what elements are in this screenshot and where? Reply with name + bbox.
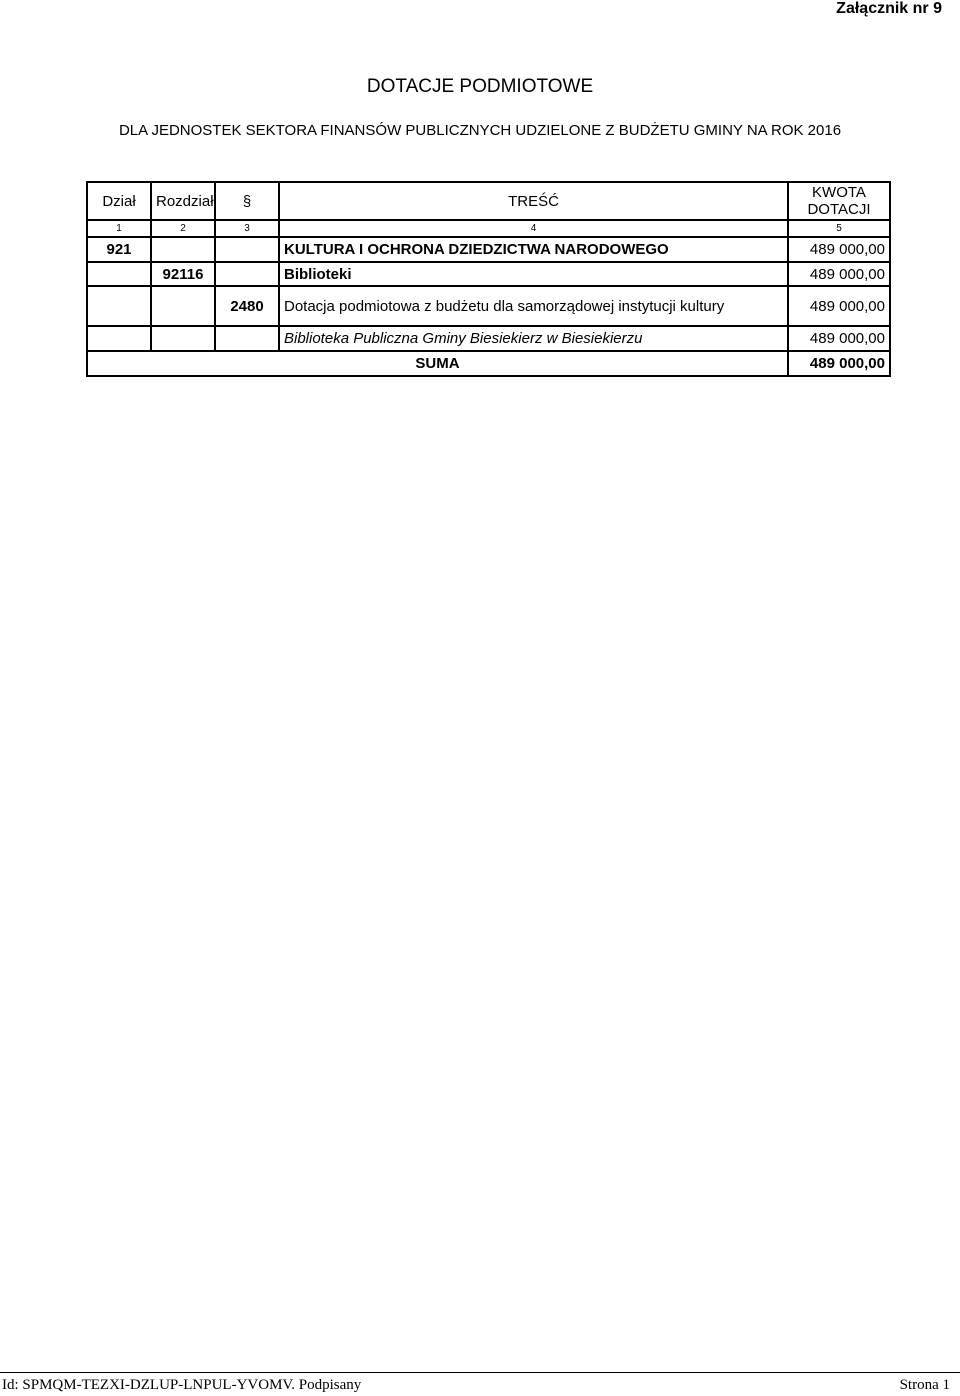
column-number: 2	[151, 220, 215, 237]
empty-cell	[151, 326, 215, 351]
header-tresc: TREŚĆ	[279, 182, 788, 220]
empty-cell	[87, 326, 151, 351]
header-paragraf: §	[215, 182, 279, 220]
footer-page-number: Strona 1	[899, 1377, 950, 1393]
table-row	[87, 262, 890, 286]
paragraf-cell: 2480	[215, 286, 279, 326]
annex-label: Załącznik nr 9	[836, 0, 942, 17]
sum-label: SUMA	[87, 351, 788, 376]
empty-cell	[215, 237, 279, 262]
tresc-cell: Biblioteka Publiczna Gminy Biesiekierz w Biesiekierzu	[279, 326, 788, 351]
kwota-cell: 489 000,00	[788, 286, 890, 326]
kwota-cell: 489 000,00	[788, 326, 890, 351]
column-number-row	[87, 220, 890, 237]
empty-cell	[151, 286, 215, 326]
subsidy-table	[86, 181, 891, 377]
rozdzial-cell: 92116	[151, 262, 215, 286]
tresc-cell: KULTURA I OCHRONA DZIEDZICTWA NARODOWEGO	[279, 237, 788, 262]
footer-document-id: Id: SPMQM-TEZXI-DZLUP-LNPUL-YVOMV. Podpisany	[2, 1377, 362, 1393]
table-row	[87, 326, 890, 351]
document-title: DOTACJE PODMIOTOWE	[366, 76, 594, 97]
sum-kwota: 489 000,00	[788, 351, 890, 376]
empty-cell	[215, 326, 279, 351]
kwota-cell: 489 000,00	[788, 237, 890, 262]
table-row	[87, 237, 890, 262]
header-kwota: KWOTA DOTACJI	[788, 182, 890, 220]
footer-divider	[0, 1372, 960, 1373]
empty-cell	[87, 262, 151, 286]
table-row	[87, 286, 890, 326]
tresc-cell: Dotacja podmiotowa z budżetu dla samorządowej instytucji kultury	[279, 286, 788, 326]
column-number: 3	[215, 220, 279, 237]
tresc-cell: Biblioteki	[279, 262, 788, 286]
dzial-cell: 921	[87, 237, 151, 262]
header-rozdzial: Rozdział	[151, 182, 215, 220]
column-number: 4	[279, 220, 788, 237]
empty-cell	[215, 262, 279, 286]
header-dzial: Dział	[87, 182, 151, 220]
column-number: 1	[87, 220, 151, 237]
kwota-cell: 489 000,00	[788, 262, 890, 286]
empty-cell	[87, 286, 151, 326]
sum-row	[87, 351, 890, 376]
empty-cell	[151, 237, 215, 262]
column-number: 5	[788, 220, 890, 237]
table-header-row	[87, 182, 890, 220]
document-subtitle: DLA JEDNOSTEK SEKTORA FINANSÓW PUBLICZNYCH UDZIELONE Z BUDŻETU GMINY NA ROK 2016	[118, 122, 842, 139]
